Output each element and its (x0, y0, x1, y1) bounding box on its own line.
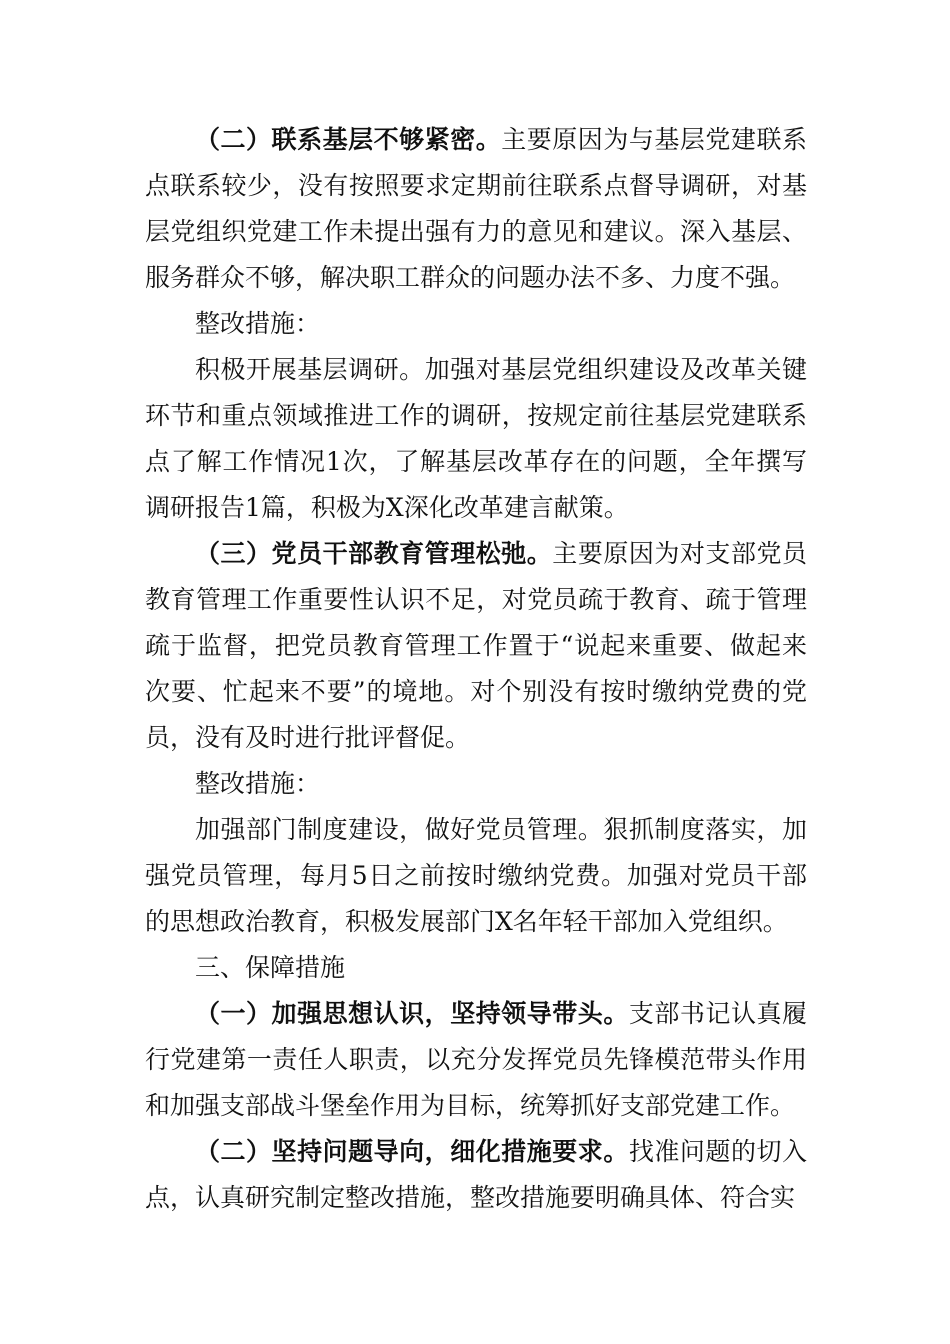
section-heading (145, 945, 807, 991)
paragraph-text: 整改措施： (195, 309, 321, 338)
paragraph-education-issue (145, 531, 807, 761)
paragraph-lead: （一）加强思想认识，坚持领导带头。 (195, 999, 629, 1028)
paragraph-lead: （二）联系基层不够紧密。 (195, 125, 502, 154)
paragraph-text: 加强部门制度建设，做好党员管理。狠抓制度落实，加强党员管理，每月5日之前按时缴纳党费。加强对党员干部的思想政治教育，积极发展部门X名年轻干部加入党组织。 (145, 815, 807, 936)
paragraph-text: 主要原因为对支部党员教育管理工作重要性认识不足，对党员疏于教育、疏于管理疏于监督，把党员教育管理工作置于“说起来重要、做起来次要、忙起来不要”的境地。对个别没有按时缴纳党费的党员，没有及时进行批评督促。 (145, 539, 807, 752)
paragraph-problem-oriented (145, 1129, 807, 1221)
paragraph-grassroots-research (145, 347, 807, 531)
document-body (145, 117, 807, 1221)
paragraph-liaison-issue (145, 117, 807, 301)
paragraph-system-building (145, 807, 807, 945)
paragraph-lead: （二）坚持问题导向，细化措施要求。 (195, 1137, 629, 1166)
paragraph-measures-label (145, 761, 807, 807)
paragraph-text: 支部书记认真履行党建第一责任人职责，以充分发挥党员先锋模范带头作用和加强支部战斗堡垒作用为目标，统筹抓好支部党建工作。 (145, 999, 807, 1120)
paragraph-leadership (145, 991, 807, 1129)
paragraph-text: 积极开展基层调研。加强对基层党组织建设及改革关键环节和重点领域推进工作的调研，按规定前往基层党建联系点了解工作情况1次，了解基层改革存在的问题，全年撰写调研报告1篇，积极为X深化改革建言献策。 (145, 355, 807, 522)
paragraph-lead: （三）党员干部教育管理松弛。 (195, 539, 553, 568)
paragraph-text: 整改措施： (195, 769, 321, 798)
section-heading-text: 三、保障措施 (195, 953, 346, 982)
paragraph-measures-label (145, 301, 807, 347)
paragraph-text: 主要原因为与基层党建联系点联系较少，没有按照要求定期前往联系点督导调研，对基层党组织党建工作未提出强有力的意见和建议。深入基层、服务群众不够，解决职工群众的问题办法不多、力度不强。 (145, 125, 807, 292)
paragraph-text: 找准问题的切入点，认真研究制定整改措施，整改措施要明确具体、符合实 (145, 1137, 807, 1212)
